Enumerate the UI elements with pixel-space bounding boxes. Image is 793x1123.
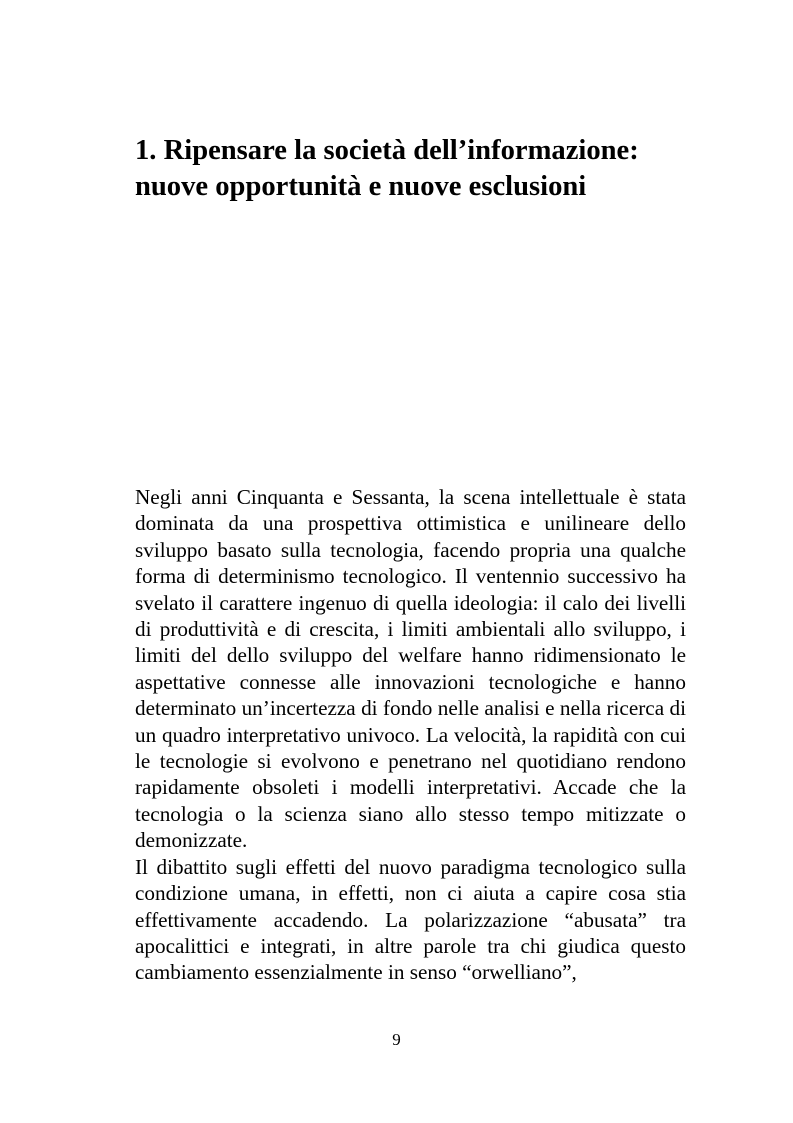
paragraph: Il dibattito sugli effetti del nuovo paradigma tecnologico sulla condizione umana, in effetti, non ci aiuta a capire cosa stia effettivamente accadendo. La polarizzazione “abusata” tra apocalittici e integrati, in altre parole tra chi giudica questo cambiamento essenzialmente in senso “orwelliano”, <box>135 854 686 985</box>
page-number: 9 <box>392 1030 401 1049</box>
chapter-title: 1. Ripensare la società dell’informazione: nuove opportunità e nuove esclusioni <box>135 135 639 202</box>
body-text <box>135 484 686 986</box>
paragraph: Negli anni Cinquanta e Sessanta, la scena intellettuale è stata dominata da una prospettiva ottimistica e unilineare dello sviluppo basato sulla tecnologia, facendo propria una qualche forma di determinismo tecnologico. Il ventennio successivo ha svelato il carattere ingenuo di quella ideologia: il calo dei livelli di produttività e di crescita, i limiti ambientali allo sviluppo, i limiti del dello sviluppo del welfare hanno ridimensionato le aspettative connesse alle innovazioni tecnologiche e hanno determinato un’incertezza di fondo nelle analisi e nella ricerca di un quadro interpretativo univoco. La velocità, la rapidità con cui le tecnologie si evolvono e penetrano nel quotidiano rendono rapidamente obsoleti i modelli interpretativi. Accade che la tecnologia o la scienza siano allo stesso tempo mitizzate o demonizzate. <box>135 485 686 853</box>
